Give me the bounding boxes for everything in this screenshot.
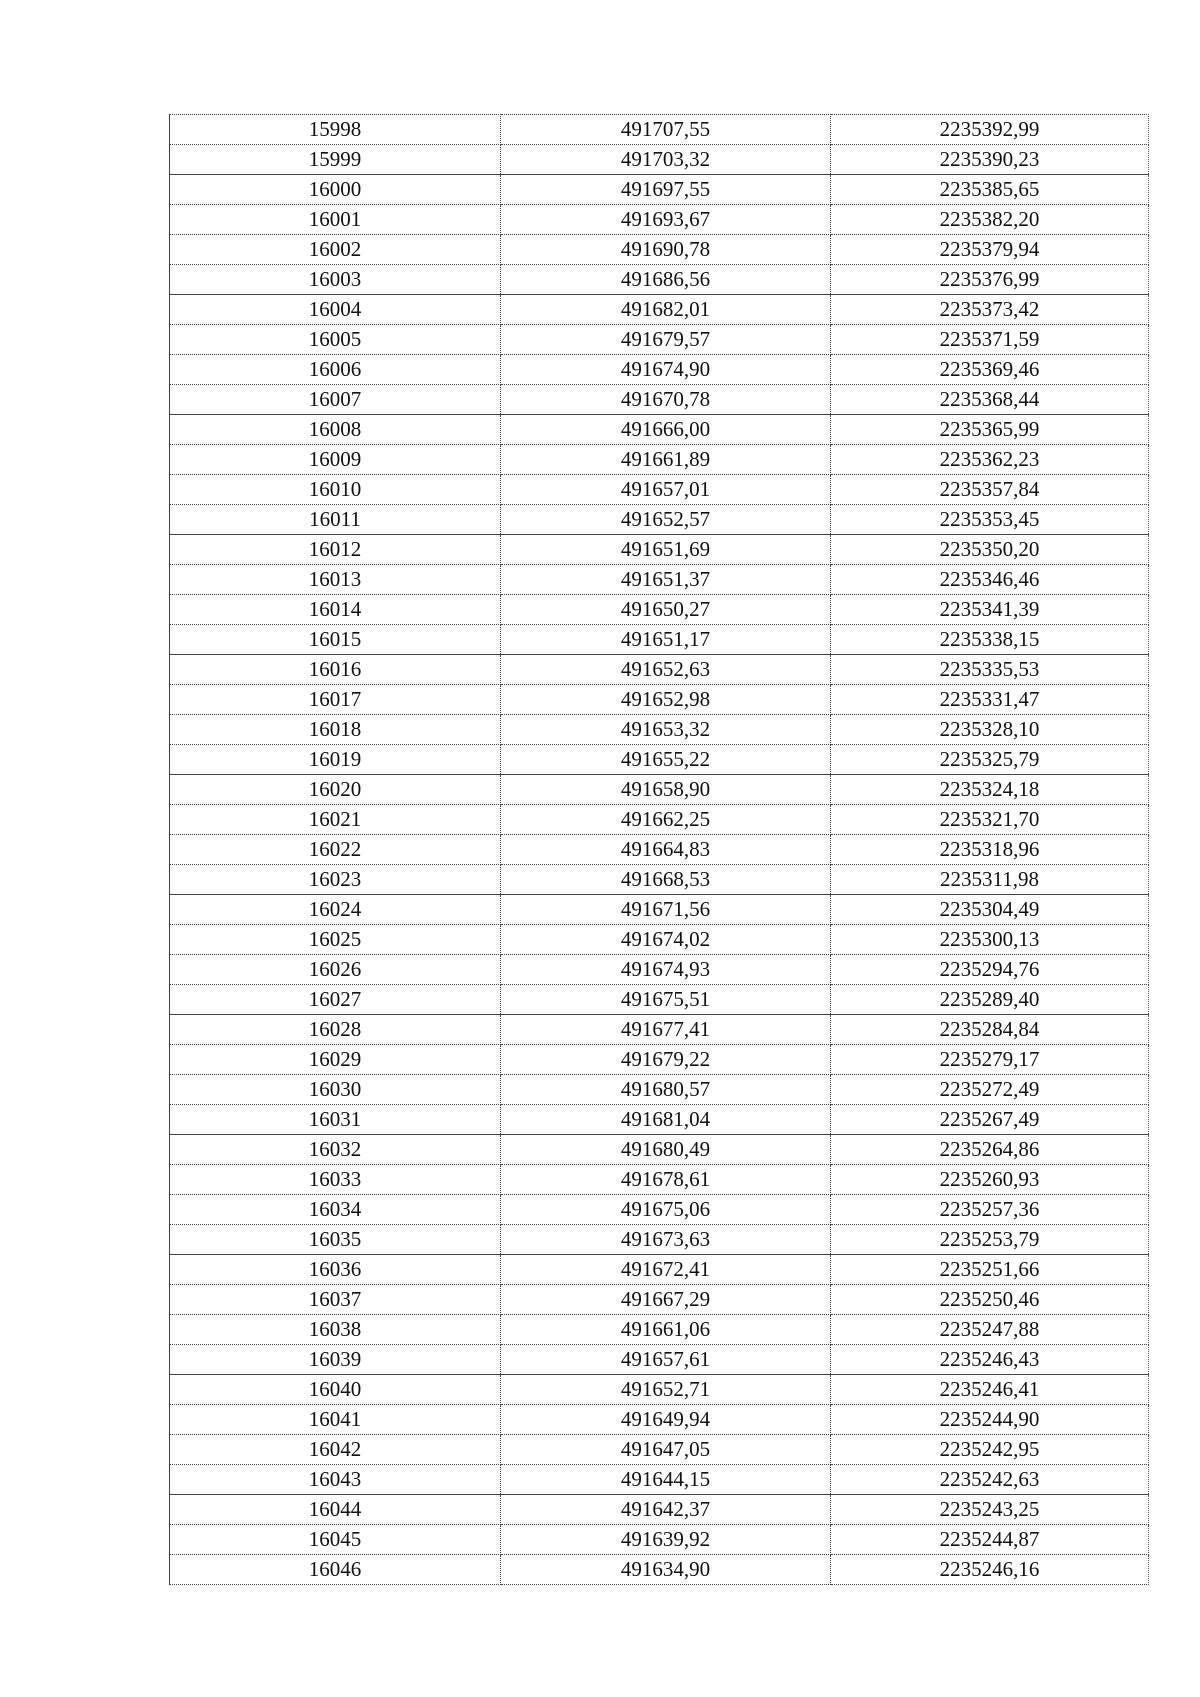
point-number-cell: 16012 [170, 535, 501, 565]
point-number-cell: 16041 [170, 1405, 501, 1435]
table-row [170, 595, 1149, 625]
table-row [170, 475, 1149, 505]
point-number-cell: 16031 [170, 1105, 501, 1135]
point-number-cell: 16021 [170, 805, 501, 835]
table-row [170, 835, 1149, 865]
y-coordinate-cell: 2235392,99 [831, 115, 1149, 145]
x-coordinate-cell: 491652,98 [501, 685, 831, 715]
point-number-cell: 16020 [170, 775, 501, 805]
table-row [170, 865, 1149, 895]
y-coordinate-cell: 2235244,87 [831, 1525, 1149, 1555]
table-row [170, 925, 1149, 955]
y-coordinate-cell: 2235382,20 [831, 205, 1149, 235]
point-number-cell: 16013 [170, 565, 501, 595]
point-number-cell: 16015 [170, 625, 501, 655]
x-coordinate-cell: 491661,06 [501, 1315, 831, 1345]
point-number-cell: 16039 [170, 1345, 501, 1375]
y-coordinate-cell: 2235346,46 [831, 565, 1149, 595]
x-coordinate-cell: 491651,17 [501, 625, 831, 655]
x-coordinate-cell: 491677,41 [501, 1015, 831, 1045]
y-coordinate-cell: 2235368,44 [831, 385, 1149, 415]
table-row [170, 445, 1149, 475]
y-coordinate-cell: 2235379,94 [831, 235, 1149, 265]
point-number-cell: 16035 [170, 1225, 501, 1255]
x-coordinate-cell: 491650,27 [501, 595, 831, 625]
point-number-cell: 16016 [170, 655, 501, 685]
table-row [170, 295, 1149, 325]
point-number-cell: 16026 [170, 955, 501, 985]
x-coordinate-cell: 491671,56 [501, 895, 831, 925]
table-row [170, 1105, 1149, 1135]
x-coordinate-cell: 491668,53 [501, 865, 831, 895]
x-coordinate-cell: 491653,32 [501, 715, 831, 745]
table-row [170, 1135, 1149, 1165]
table-row [170, 145, 1149, 175]
table-row [170, 655, 1149, 685]
point-number-cell: 16032 [170, 1135, 501, 1165]
table-row [170, 205, 1149, 235]
point-number-cell: 16005 [170, 325, 501, 355]
y-coordinate-cell: 2235300,13 [831, 925, 1149, 955]
y-coordinate-cell: 2235246,16 [831, 1555, 1149, 1585]
y-coordinate-cell: 2235304,49 [831, 895, 1149, 925]
point-number-cell: 16014 [170, 595, 501, 625]
point-number-cell: 16027 [170, 985, 501, 1015]
x-coordinate-cell: 491652,71 [501, 1375, 831, 1405]
y-coordinate-cell: 2235371,59 [831, 325, 1149, 355]
x-coordinate-cell: 491655,22 [501, 745, 831, 775]
y-coordinate-cell: 2235341,39 [831, 595, 1149, 625]
table-row [170, 1435, 1149, 1465]
x-coordinate-cell: 491675,51 [501, 985, 831, 1015]
point-number-cell: 16006 [170, 355, 501, 385]
point-number-cell: 16018 [170, 715, 501, 745]
point-number-cell: 16028 [170, 1015, 501, 1045]
x-coordinate-cell: 491666,00 [501, 415, 831, 445]
point-number-cell: 16002 [170, 235, 501, 265]
table-row [170, 1255, 1149, 1285]
point-number-cell: 16023 [170, 865, 501, 895]
y-coordinate-cell: 2235324,18 [831, 775, 1149, 805]
x-coordinate-cell: 491642,37 [501, 1495, 831, 1525]
x-coordinate-cell: 491652,63 [501, 655, 831, 685]
y-coordinate-cell: 2235267,49 [831, 1105, 1149, 1135]
coordinates-table-body [170, 115, 1149, 1585]
y-coordinate-cell: 2235369,46 [831, 355, 1149, 385]
x-coordinate-cell: 491661,89 [501, 445, 831, 475]
y-coordinate-cell: 2235243,25 [831, 1495, 1149, 1525]
table-row [170, 1015, 1149, 1045]
y-coordinate-cell: 2235260,93 [831, 1165, 1149, 1195]
table-row [170, 385, 1149, 415]
table-row [170, 1285, 1149, 1315]
table-row [170, 1465, 1149, 1495]
table-row [170, 1315, 1149, 1345]
point-number-cell: 16037 [170, 1285, 501, 1315]
table-row [170, 1525, 1149, 1555]
x-coordinate-cell: 491651,37 [501, 565, 831, 595]
table-row [170, 325, 1149, 355]
table-row [170, 115, 1149, 145]
x-coordinate-cell: 491652,57 [501, 505, 831, 535]
y-coordinate-cell: 2235289,40 [831, 985, 1149, 1015]
table-row [170, 985, 1149, 1015]
x-coordinate-cell: 491681,04 [501, 1105, 831, 1135]
point-number-cell: 16034 [170, 1195, 501, 1225]
y-coordinate-cell: 2235242,63 [831, 1465, 1149, 1495]
point-number-cell: 16007 [170, 385, 501, 415]
table-row [170, 775, 1149, 805]
x-coordinate-cell: 491674,90 [501, 355, 831, 385]
point-number-cell: 16036 [170, 1255, 501, 1285]
y-coordinate-cell: 2235244,90 [831, 1405, 1149, 1435]
x-coordinate-cell: 491682,01 [501, 295, 831, 325]
y-coordinate-cell: 2235284,84 [831, 1015, 1149, 1045]
x-coordinate-cell: 491680,49 [501, 1135, 831, 1165]
y-coordinate-cell: 2235318,96 [831, 835, 1149, 865]
y-coordinate-cell: 2235365,99 [831, 415, 1149, 445]
point-number-cell: 16010 [170, 475, 501, 505]
x-coordinate-cell: 491693,67 [501, 205, 831, 235]
point-number-cell: 16033 [170, 1165, 501, 1195]
table-row [170, 1165, 1149, 1195]
table-row [170, 895, 1149, 925]
x-coordinate-cell: 491662,25 [501, 805, 831, 835]
table-row [170, 1075, 1149, 1105]
table-row [170, 625, 1149, 655]
y-coordinate-cell: 2235246,43 [831, 1345, 1149, 1375]
x-coordinate-cell: 491667,29 [501, 1285, 831, 1315]
y-coordinate-cell: 2235357,84 [831, 475, 1149, 505]
x-coordinate-cell: 491673,63 [501, 1225, 831, 1255]
y-coordinate-cell: 2235353,45 [831, 505, 1149, 535]
y-coordinate-cell: 2235362,23 [831, 445, 1149, 475]
y-coordinate-cell: 2235373,42 [831, 295, 1149, 325]
y-coordinate-cell: 2235335,53 [831, 655, 1149, 685]
point-number-cell: 16040 [170, 1375, 501, 1405]
table-row [170, 235, 1149, 265]
x-coordinate-cell: 491658,90 [501, 775, 831, 805]
x-coordinate-cell: 491707,55 [501, 115, 831, 145]
table-row [170, 535, 1149, 565]
y-coordinate-cell: 2235331,47 [831, 685, 1149, 715]
table-row [170, 175, 1149, 205]
point-number-cell: 16000 [170, 175, 501, 205]
point-number-cell: 16017 [170, 685, 501, 715]
y-coordinate-cell: 2235350,20 [831, 535, 1149, 565]
y-coordinate-cell: 2235294,76 [831, 955, 1149, 985]
x-coordinate-cell: 491690,78 [501, 235, 831, 265]
point-number-cell: 16019 [170, 745, 501, 775]
x-coordinate-cell: 491649,94 [501, 1405, 831, 1435]
x-coordinate-cell: 491674,02 [501, 925, 831, 955]
y-coordinate-cell: 2235279,17 [831, 1045, 1149, 1075]
point-number-cell: 16044 [170, 1495, 501, 1525]
table-row [170, 1555, 1149, 1585]
point-number-cell: 16042 [170, 1435, 501, 1465]
point-number-cell: 16009 [170, 445, 501, 475]
coordinates-table [169, 114, 1149, 1585]
y-coordinate-cell: 2235321,70 [831, 805, 1149, 835]
point-number-cell: 16025 [170, 925, 501, 955]
x-coordinate-cell: 491657,01 [501, 475, 831, 505]
table-row [170, 355, 1149, 385]
table-row [170, 805, 1149, 835]
x-coordinate-cell: 491697,55 [501, 175, 831, 205]
table-row [170, 505, 1149, 535]
x-coordinate-cell: 491670,78 [501, 385, 831, 415]
y-coordinate-cell: 2235253,79 [831, 1225, 1149, 1255]
point-number-cell: 16004 [170, 295, 501, 325]
point-number-cell: 16046 [170, 1555, 501, 1585]
y-coordinate-cell: 2235311,98 [831, 865, 1149, 895]
table-row [170, 1375, 1149, 1405]
x-coordinate-cell: 491679,57 [501, 325, 831, 355]
y-coordinate-cell: 2235390,23 [831, 145, 1149, 175]
table-row [170, 685, 1149, 715]
x-coordinate-cell: 491703,32 [501, 145, 831, 175]
table-row [170, 1405, 1149, 1435]
y-coordinate-cell: 2235257,36 [831, 1195, 1149, 1225]
y-coordinate-cell: 2235338,15 [831, 625, 1149, 655]
x-coordinate-cell: 491679,22 [501, 1045, 831, 1075]
y-coordinate-cell: 2235246,41 [831, 1375, 1149, 1405]
y-coordinate-cell: 2235247,88 [831, 1315, 1149, 1345]
x-coordinate-cell: 491674,93 [501, 955, 831, 985]
point-number-cell: 16029 [170, 1045, 501, 1075]
y-coordinate-cell: 2235251,66 [831, 1255, 1149, 1285]
point-number-cell: 16011 [170, 505, 501, 535]
y-coordinate-cell: 2235385,65 [831, 175, 1149, 205]
table-row [170, 1225, 1149, 1255]
y-coordinate-cell: 2235272,49 [831, 1075, 1149, 1105]
y-coordinate-cell: 2235250,46 [831, 1285, 1149, 1315]
table-row [170, 265, 1149, 295]
y-coordinate-cell: 2235328,10 [831, 715, 1149, 745]
table-row [170, 565, 1149, 595]
table-row [170, 955, 1149, 985]
y-coordinate-cell: 2235325,79 [831, 745, 1149, 775]
point-number-cell: 16024 [170, 895, 501, 925]
x-coordinate-cell: 491657,61 [501, 1345, 831, 1375]
point-number-cell: 16008 [170, 415, 501, 445]
point-number-cell: 16030 [170, 1075, 501, 1105]
x-coordinate-cell: 491634,90 [501, 1555, 831, 1585]
table-row [170, 1195, 1149, 1225]
x-coordinate-cell: 491678,61 [501, 1165, 831, 1195]
x-coordinate-cell: 491639,92 [501, 1525, 831, 1555]
table-row [170, 1045, 1149, 1075]
point-number-cell: 16001 [170, 205, 501, 235]
point-number-cell: 16022 [170, 835, 501, 865]
x-coordinate-cell: 491647,05 [501, 1435, 831, 1465]
y-coordinate-cell: 2235242,95 [831, 1435, 1149, 1465]
table-row [170, 1495, 1149, 1525]
table-row [170, 415, 1149, 445]
x-coordinate-cell: 491644,15 [501, 1465, 831, 1495]
table-row [170, 745, 1149, 775]
y-coordinate-cell: 2235376,99 [831, 265, 1149, 295]
point-number-cell: 16045 [170, 1525, 501, 1555]
table-row [170, 715, 1149, 745]
x-coordinate-cell: 491680,57 [501, 1075, 831, 1105]
point-number-cell: 15998 [170, 115, 501, 145]
x-coordinate-cell: 491675,06 [501, 1195, 831, 1225]
point-number-cell: 16043 [170, 1465, 501, 1495]
point-number-cell: 15999 [170, 145, 501, 175]
x-coordinate-cell: 491672,41 [501, 1255, 831, 1285]
x-coordinate-cell: 491664,83 [501, 835, 831, 865]
x-coordinate-cell: 491651,69 [501, 535, 831, 565]
y-coordinate-cell: 2235264,86 [831, 1135, 1149, 1165]
point-number-cell: 16038 [170, 1315, 501, 1345]
point-number-cell: 16003 [170, 265, 501, 295]
x-coordinate-cell: 491686,56 [501, 265, 831, 295]
table-row [170, 1345, 1149, 1375]
